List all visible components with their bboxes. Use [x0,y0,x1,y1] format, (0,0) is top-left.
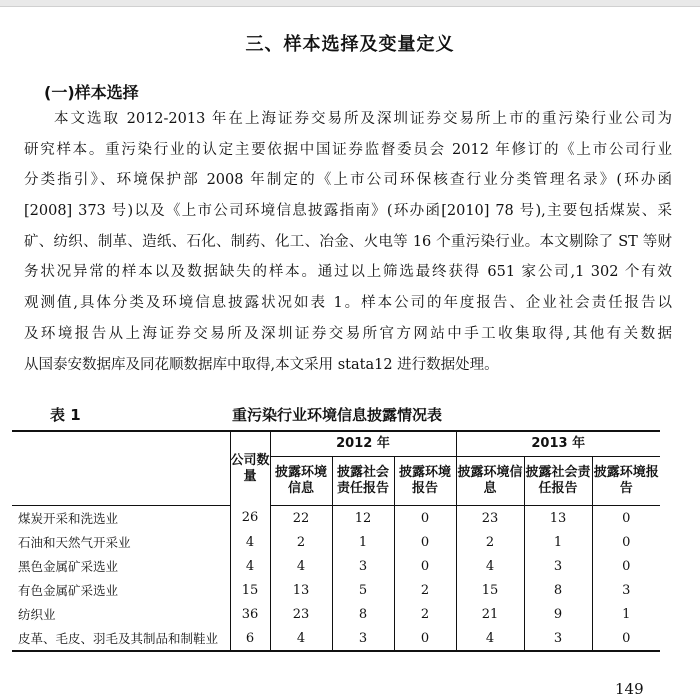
value-cell: 0 [592,506,660,531]
subheader-csr-report: 披露社会责任报告 [332,457,394,506]
industry-cell: 纺织业 [18,607,56,622]
table-row [12,530,660,554]
value-cell: 13 [524,506,592,531]
value-cell: 2 [394,602,456,626]
section-title: 三、样本选择及变量定义 [245,34,455,55]
paragraph-line: 分类指引》、环境保护部 2008 年制定的《上市公司环保核查行业分类管理名录》(环办函 [24,172,672,189]
viewer-top-edge [0,0,700,7]
table-row [12,626,660,651]
value-cell: 0 [394,530,456,554]
value-cell: 3 [332,554,394,578]
count-cell: 15 [230,578,270,602]
value-cell: 0 [394,626,456,651]
value-cell: 3 [524,554,592,578]
body-paragraph [24,104,672,380]
value-cell: 3 [332,626,394,651]
value-cell: 21 [456,602,524,626]
table-title: 重污染行业环境信息披露情况表 [232,406,443,424]
value-cell: 2 [270,530,332,554]
table-label: 表 1 [50,406,81,424]
count-cell: 4 [230,530,270,554]
year-header-2013: 2013 年 [456,431,660,457]
count-cell: 6 [230,626,270,651]
value-cell: 22 [270,506,332,531]
value-cell: 9 [524,602,592,626]
value-cell: 23 [456,506,524,531]
value-cell: 0 [394,506,456,531]
industry-cell: 皮革、毛皮、羽毛及其制品和制鞋业 [18,631,219,646]
subsection-title: (一)样本选择 [44,83,139,102]
subheader-env-info: 披露环境信息 [270,457,332,506]
value-cell: 4 [270,554,332,578]
industry-cell: 黑色金属矿采选业 [18,559,119,574]
table-row [12,554,660,578]
value-cell: 3 [524,626,592,651]
table-row [12,506,660,531]
value-cell: 4 [456,554,524,578]
table-row [12,602,660,626]
subheader-env-report: 披露环境报告 [592,457,660,506]
value-cell: 13 [270,578,332,602]
value-cell: 0 [592,626,660,651]
count-cell: 4 [230,554,270,578]
value-cell: 2 [394,578,456,602]
paragraph-line: 及环境报告从上海证券交易所及深圳证券交易所官方网站中手工收集取得,其他有关数据 [24,325,672,342]
value-cell: 4 [456,626,524,651]
value-cell: 0 [592,554,660,578]
industry-header-cell [12,431,230,506]
value-cell: 2 [456,530,524,554]
industry-cell: 煤炭开采和洗选业 [18,511,119,526]
year-header-2012: 2012 年 [270,431,456,457]
subheader-env-info: 披露环境信息 [456,457,524,506]
paragraph-line: 本文选取 2012-2013 年在上海证券交易所及深圳证券交易所上市的重污染行业公司为 [54,111,672,127]
value-cell: 3 [592,578,660,602]
value-cell: 8 [332,602,394,626]
value-cell: 1 [524,530,592,554]
value-cell: 0 [394,554,456,578]
page-number: 149 [615,680,644,698]
subheader-env-report: 披露环境报告 [394,457,456,506]
value-cell: 8 [524,578,592,602]
paragraph-line: 研究样本。重污染行业的认定主要依据中国证券监督委员会 2012 年修订的《上市公司行业 [24,141,672,158]
value-cell: 5 [332,578,394,602]
paragraph-line: 从国泰安数据库及同花顺数据库中取得,本文采用 stata12 进行数据处理。 [24,356,499,373]
table-row [12,578,660,602]
value-cell: 0 [592,530,660,554]
value-cell: 12 [332,506,394,531]
paragraph-line: 矿、纺织、制革、造纸、石化、制药、化工、冶金、火电等 16 个重污染行业。本文剔除了 ST 等财 [24,233,672,250]
subheader-csr-report: 披露社会责任报告 [524,457,592,506]
industry-cell: 有色金属矿采选业 [18,583,119,598]
value-cell: 23 [270,602,332,626]
paragraph-line: [2008] 373 号)以及《上市公司环境信息披露指南》(环办函[2010] 78 号),主要包括煤炭、采 [24,203,672,220]
industry-cell: 石油和天然气开采业 [18,535,131,550]
paragraph-line: 务状况异常的样本以及数据缺失的样本。通过以上筛选最终获得 651 家公司,1 302 个有效 [24,264,672,281]
count-cell: 26 [230,506,270,531]
paragraph-line: 观测值,具体分类及环境信息披露状况如表 1。样本公司的年度报告、企业社会责任报告以 [24,295,672,312]
disclosure-table [12,430,660,652]
count-cell: 36 [230,602,270,626]
value-cell: 15 [456,578,524,602]
count-header: 公司数量 [230,431,270,506]
value-cell: 1 [332,530,394,554]
value-cell: 4 [270,626,332,651]
value-cell: 1 [592,602,660,626]
